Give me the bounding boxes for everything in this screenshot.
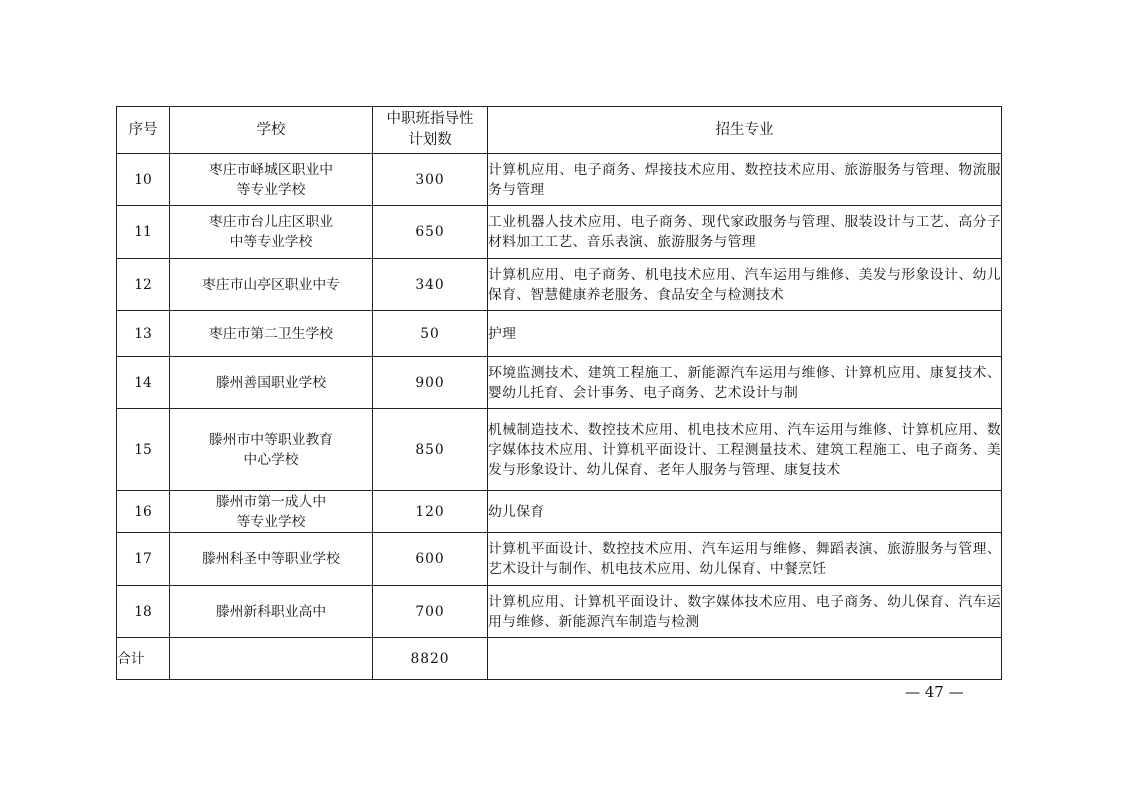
total-majors [488, 638, 1002, 680]
cell-plan: 900 [373, 357, 488, 409]
cell-school: 滕州善国职业学校 [170, 357, 373, 409]
table-row [117, 357, 1002, 409]
cell-number: 12 [117, 259, 170, 311]
cell-number: 17 [117, 533, 170, 586]
cell-school-text: 滕州市第一成人中等专业学校 [215, 493, 327, 530]
cell-number: 18 [117, 586, 170, 638]
cell-school [170, 409, 373, 491]
cell-plan: 700 [373, 586, 488, 638]
cell-majors: 幼儿保育 [488, 491, 1002, 533]
cell-plan: 650 [373, 206, 488, 259]
table-row [117, 533, 1002, 586]
cell-school: 滕州科圣中等职业学校 [170, 533, 373, 586]
cell-majors: 环境监测技术、建筑工程施工、新能源汽车运用与维修、计算机应用、康复技术、婴幼儿托育、会计事务、电子商务、艺术设计与制 [488, 357, 1002, 409]
table-row [117, 409, 1002, 491]
header-school: 学校 [170, 107, 373, 154]
header-plan [373, 107, 488, 154]
cell-number: 11 [117, 206, 170, 259]
header-plan-text: 中职班指导性计划数 [386, 111, 474, 148]
cell-school: 枣庄市山亭区职业中专 [170, 259, 373, 311]
header-number: 序号 [117, 107, 170, 154]
cell-majors: 机械制造技术、数控技术应用、机电技术应用、汽车运用与维修、计算机应用、数字媒体技术应用、计算机平面设计、工程测量技术、建筑工程施工、电子商务、美发与形象设计、幼儿保育、老年人服务与管理、康复技术 [488, 409, 1002, 491]
total-label: 合计 [117, 638, 170, 680]
cell-number: 16 [117, 491, 170, 533]
cell-school-text: 枣庄市台儿庄区职业中等专业学校 [208, 214, 334, 250]
cell-plan: 600 [373, 533, 488, 586]
cell-school-text: 滕州市中等职业教育中心学校 [208, 431, 334, 468]
cell-school [170, 491, 373, 533]
total-school [170, 638, 373, 680]
table-row [117, 154, 1002, 206]
table-row [117, 311, 1002, 357]
enrollment-table [116, 106, 1002, 680]
cell-plan: 300 [373, 154, 488, 206]
cell-number: 10 [117, 154, 170, 206]
cell-number: 15 [117, 409, 170, 491]
table-row [117, 206, 1002, 259]
table-row [117, 259, 1002, 311]
cell-school: 枣庄市第二卫生学校 [170, 311, 373, 357]
header-row [117, 107, 1002, 154]
cell-plan: 50 [373, 311, 488, 357]
cell-majors: 计算机平面设计、数控技术应用、汽车运用与维修、舞蹈表演、旅游服务与管理、艺术设计与制作、机电技术应用、幼儿保育、中餐烹饪 [488, 533, 1002, 586]
cell-school-text: 枣庄市峄城区职业中等专业学校 [208, 161, 334, 198]
cell-school: 滕州新科职业高中 [170, 586, 373, 638]
cell-plan: 850 [373, 409, 488, 491]
cell-majors: 工业机器人技术应用、电子商务、现代家政服务与管理、服装设计与工艺、高分子材料加工工艺、音乐表演、旅游服务与管理 [488, 206, 1002, 259]
table-row [117, 586, 1002, 638]
total-row [117, 638, 1002, 680]
cell-school [170, 154, 373, 206]
table-row [117, 491, 1002, 533]
cell-school [170, 206, 373, 259]
cell-majors: 计算机应用、电子商务、焊接技术应用、数控技术应用、旅游服务与管理、物流服务与管理 [488, 154, 1002, 206]
header-majors: 招生专业 [488, 107, 1002, 154]
cell-number: 14 [117, 357, 170, 409]
cell-plan: 120 [373, 491, 488, 533]
page-number: — 47 — [905, 683, 964, 701]
cell-number: 13 [117, 311, 170, 357]
total-plan: 8820 [373, 638, 488, 680]
cell-majors: 计算机应用、计算机平面设计、数字媒体技术应用、电子商务、幼儿保育、汽车运用与维修、新能源汽车制造与检测 [488, 586, 1002, 638]
cell-plan: 340 [373, 259, 488, 311]
cell-majors: 计算机应用、电子商务、机电技术应用、汽车运用与维修、美发与形象设计、幼儿保育、智慧健康养老服务、食品安全与检测技术 [488, 259, 1002, 311]
cell-majors: 护理 [488, 311, 1002, 357]
